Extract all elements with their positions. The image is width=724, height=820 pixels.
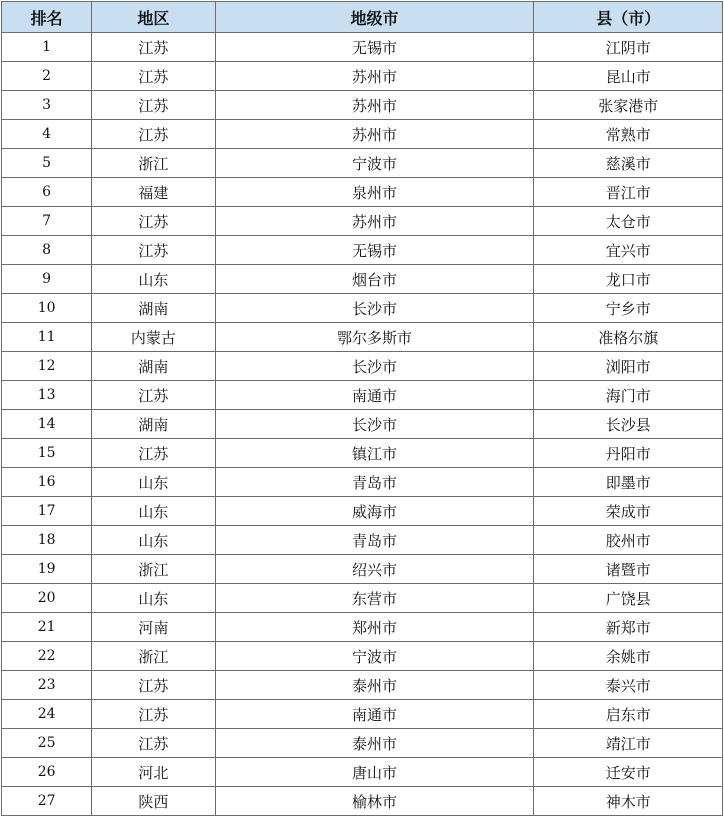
prefecture-city-cell: 泰州市 — [215, 671, 534, 700]
rank-cell: 22 — [2, 642, 92, 671]
table-row — [2, 149, 723, 178]
table-row — [2, 323, 723, 352]
table-row — [2, 62, 723, 91]
ranking-table — [1, 1, 723, 816]
rank-cell: 21 — [2, 613, 92, 642]
table-row — [2, 584, 723, 613]
table-body — [2, 33, 723, 816]
table-row — [2, 294, 723, 323]
rank-cell: 19 — [2, 555, 92, 584]
region-cell: 浙江 — [92, 555, 215, 584]
region-cell: 河南 — [92, 613, 215, 642]
county-city-cell: 诸暨市 — [534, 555, 723, 584]
rank-cell: 14 — [2, 410, 92, 439]
rank-cell: 15 — [2, 439, 92, 468]
county-city-cell: 江阴市 — [534, 33, 723, 62]
rank-cell: 20 — [2, 584, 92, 613]
county-city-cell: 晋江市 — [534, 178, 723, 207]
county-city-cell: 长沙县 — [534, 410, 723, 439]
table-row — [2, 410, 723, 439]
prefecture-city-cell: 宁波市 — [215, 642, 534, 671]
prefecture-city-cell: 无锡市 — [215, 33, 534, 62]
table-row — [2, 526, 723, 555]
table-row — [2, 207, 723, 236]
rank-cell: 12 — [2, 352, 92, 381]
prefecture-city-cell: 南通市 — [215, 700, 534, 729]
prefecture-city-cell: 苏州市 — [215, 120, 534, 149]
header-row — [2, 2, 723, 33]
county-city-cell: 张家港市 — [534, 91, 723, 120]
county-city-cell: 浏阳市 — [534, 352, 723, 381]
region-cell: 浙江 — [92, 642, 215, 671]
county-city-cell: 余姚市 — [534, 642, 723, 671]
prefecture-city-cell: 镇江市 — [215, 439, 534, 468]
prefecture-city-cell: 泉州市 — [215, 178, 534, 207]
region-cell: 湖南 — [92, 294, 215, 323]
prefecture-city-cell: 苏州市 — [215, 62, 534, 91]
prefecture-city-cell: 郑州市 — [215, 613, 534, 642]
prefecture-city-cell: 无锡市 — [215, 236, 534, 265]
table-row — [2, 352, 723, 381]
county-city-cell: 荣成市 — [534, 497, 723, 526]
county-city-cell: 太仓市 — [534, 207, 723, 236]
header-rank: 排名 — [2, 2, 92, 33]
region-cell: 江苏 — [92, 33, 215, 62]
prefecture-city-cell: 长沙市 — [215, 352, 534, 381]
county-city-cell: 准格尔旗 — [534, 323, 723, 352]
rank-cell: 24 — [2, 700, 92, 729]
prefecture-city-cell: 南通市 — [215, 381, 534, 410]
table-row — [2, 468, 723, 497]
table-row — [2, 33, 723, 62]
rank-cell: 6 — [2, 178, 92, 207]
prefecture-city-cell: 绍兴市 — [215, 555, 534, 584]
rank-cell: 7 — [2, 207, 92, 236]
rank-cell: 13 — [2, 381, 92, 410]
region-cell: 山东 — [92, 526, 215, 555]
table-row — [2, 700, 723, 729]
prefecture-city-cell: 青岛市 — [215, 526, 534, 555]
region-cell: 山东 — [92, 584, 215, 613]
table-row — [2, 729, 723, 758]
header-county-city: 县（市） — [534, 2, 723, 33]
prefecture-city-cell: 东营市 — [215, 584, 534, 613]
county-city-cell: 常熟市 — [534, 120, 723, 149]
table-row — [2, 787, 723, 816]
table-row — [2, 671, 723, 700]
county-city-cell: 胶州市 — [534, 526, 723, 555]
table-row — [2, 178, 723, 207]
rank-cell: 8 — [2, 236, 92, 265]
region-cell: 江苏 — [92, 62, 215, 91]
region-cell: 湖南 — [92, 410, 215, 439]
prefecture-city-cell: 威海市 — [215, 497, 534, 526]
prefecture-city-cell: 青岛市 — [215, 468, 534, 497]
county-city-cell: 宜兴市 — [534, 236, 723, 265]
rank-cell: 16 — [2, 468, 92, 497]
county-city-cell: 泰兴市 — [534, 671, 723, 700]
header-prefecture-city: 地级市 — [215, 2, 534, 33]
region-cell: 江苏 — [92, 120, 215, 149]
rank-cell: 5 — [2, 149, 92, 178]
prefecture-city-cell: 苏州市 — [215, 207, 534, 236]
region-cell: 江苏 — [92, 729, 215, 758]
table-row — [2, 758, 723, 787]
county-city-cell: 即墨市 — [534, 468, 723, 497]
region-cell: 山东 — [92, 265, 215, 294]
county-city-cell: 启东市 — [534, 700, 723, 729]
region-cell: 江苏 — [92, 91, 215, 120]
region-cell: 江苏 — [92, 439, 215, 468]
rank-cell: 27 — [2, 787, 92, 816]
region-cell: 福建 — [92, 178, 215, 207]
county-city-cell: 慈溪市 — [534, 149, 723, 178]
table-row — [2, 439, 723, 468]
prefecture-city-cell: 烟台市 — [215, 265, 534, 294]
county-city-cell: 广饶县 — [534, 584, 723, 613]
region-cell: 山东 — [92, 497, 215, 526]
header-region: 地区 — [92, 2, 215, 33]
county-city-cell: 昆山市 — [534, 62, 723, 91]
region-cell: 江苏 — [92, 700, 215, 729]
rank-cell: 25 — [2, 729, 92, 758]
region-cell: 陕西 — [92, 787, 215, 816]
prefecture-city-cell: 鄂尔多斯市 — [215, 323, 534, 352]
county-city-cell: 龙口市 — [534, 265, 723, 294]
table-row — [2, 555, 723, 584]
prefecture-city-cell: 唐山市 — [215, 758, 534, 787]
region-cell: 浙江 — [92, 149, 215, 178]
rank-cell: 26 — [2, 758, 92, 787]
rank-cell: 1 — [2, 33, 92, 62]
county-city-cell: 靖江市 — [534, 729, 723, 758]
table-row — [2, 91, 723, 120]
rank-cell: 2 — [2, 62, 92, 91]
table-row — [2, 613, 723, 642]
table-row — [2, 642, 723, 671]
region-cell: 河北 — [92, 758, 215, 787]
region-cell: 江苏 — [92, 381, 215, 410]
rank-cell: 3 — [2, 91, 92, 120]
prefecture-city-cell: 泰州市 — [215, 729, 534, 758]
region-cell: 江苏 — [92, 671, 215, 700]
prefecture-city-cell: 长沙市 — [215, 294, 534, 323]
table-row — [2, 120, 723, 149]
county-city-cell: 海门市 — [534, 381, 723, 410]
table-row — [2, 381, 723, 410]
county-city-cell: 丹阳市 — [534, 439, 723, 468]
prefecture-city-cell: 榆林市 — [215, 787, 534, 816]
prefecture-city-cell: 长沙市 — [215, 410, 534, 439]
prefecture-city-cell: 苏州市 — [215, 91, 534, 120]
county-city-cell: 迁安市 — [534, 758, 723, 787]
rank-cell: 23 — [2, 671, 92, 700]
rank-cell: 11 — [2, 323, 92, 352]
rank-cell: 10 — [2, 294, 92, 323]
table-row — [2, 236, 723, 265]
rank-cell: 17 — [2, 497, 92, 526]
region-cell: 山东 — [92, 468, 215, 497]
region-cell: 内蒙古 — [92, 323, 215, 352]
table-row — [2, 497, 723, 526]
county-city-cell: 新郑市 — [534, 613, 723, 642]
prefecture-city-cell: 宁波市 — [215, 149, 534, 178]
table-row — [2, 265, 723, 294]
county-city-cell: 宁乡市 — [534, 294, 723, 323]
county-city-cell: 神木市 — [534, 787, 723, 816]
rank-cell: 4 — [2, 120, 92, 149]
rank-cell: 18 — [2, 526, 92, 555]
region-cell: 湖南 — [92, 352, 215, 381]
region-cell: 江苏 — [92, 207, 215, 236]
rank-cell: 9 — [2, 265, 92, 294]
region-cell: 江苏 — [92, 236, 215, 265]
